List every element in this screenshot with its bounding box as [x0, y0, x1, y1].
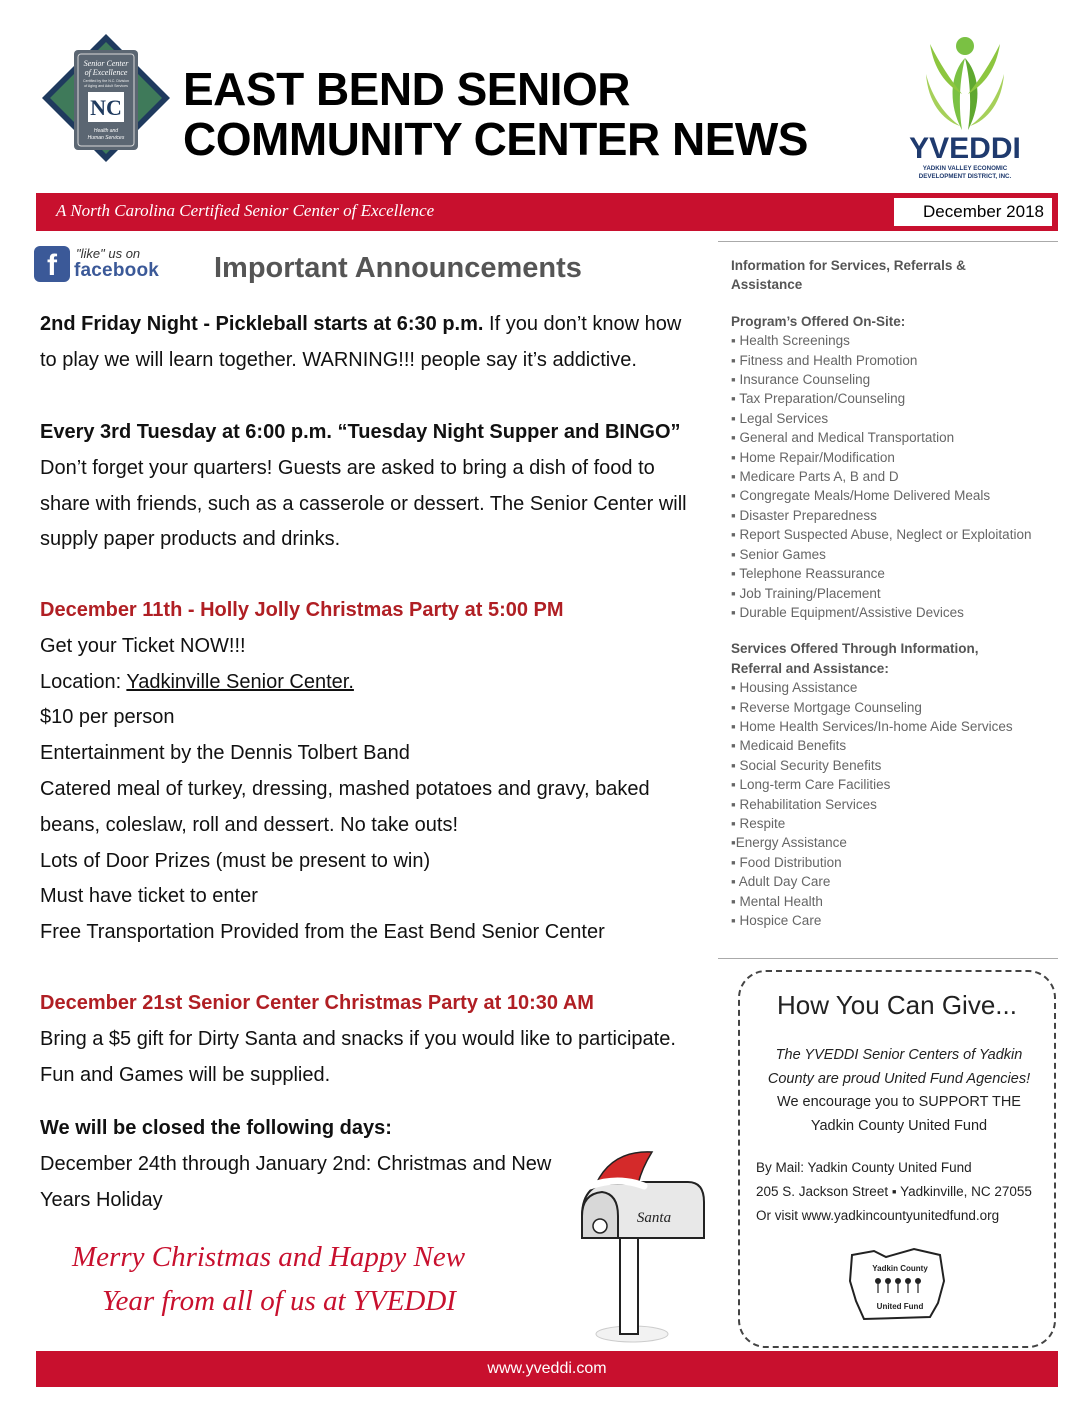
onsite-item: ▪ Tax Preparation/Counseling: [731, 391, 906, 407]
party-line-2: Fun and Games will be supplied.: [40, 1063, 331, 1086]
onsite-item: ▪ Health Screenings: [731, 333, 850, 349]
logo-name: YVEDDI: [909, 132, 1021, 165]
red-banner: [36, 193, 1058, 231]
seal-line-6: Health and: [93, 128, 119, 134]
info-heading-2: Assistance: [731, 277, 803, 293]
seal-nc: NC: [90, 95, 122, 120]
facebook-like-text: "like" us on: [76, 246, 141, 261]
merry-line-2: Year from all of us at YVEDDI: [102, 1285, 456, 1317]
give-italic-2: County are proud United Fund Agencies!: [767, 1070, 1031, 1087]
onsite-item: ▪ Durable Equipment/Assistive Devices: [731, 604, 964, 620]
closed-line-1: December 24th through January 2nd: Christmas and New: [40, 1152, 552, 1175]
referral-item: ▪ Rehabilitation Services: [731, 796, 877, 812]
give-top-rule: [718, 958, 1058, 959]
pickleball-text: If you don’t know how: [483, 313, 682, 335]
logo-sub-2: DEVELOPMENT DISTRICT, INC.: [918, 173, 1012, 180]
onsite-item: ▪ Congregate Meals/Home Delivered Meals: [731, 488, 991, 504]
closed-heading: We will be closed the following days:: [40, 1117, 392, 1139]
logo-sub-1: YADKIN VALLEY ECONOMIC: [922, 165, 1008, 172]
info-heading-1: Information for Services, Referrals &: [731, 258, 966, 273]
referral-item: ▪ Home Health Services/In-home Aide Services: [731, 718, 1013, 734]
holly-line-3: Catered meal of turkey, dressing, mashed potatoes and gravy, baked: [40, 777, 650, 800]
issue-date: December 2018: [894, 198, 1052, 226]
bingo-line-3: supply paper products and drinks.: [40, 528, 341, 551]
give-mail-1: By Mail: Yadkin County United Fund: [756, 1160, 972, 1175]
sidebar-top-rule: [718, 241, 1058, 242]
merry-christmas-greeting: [72, 1235, 465, 1323]
bingo-line-2: share with friends, such as a casserole or dessert. The Senior Center will: [40, 492, 687, 515]
merry-line-1: Merry Christmas and Happy New: [72, 1241, 466, 1273]
senior-center-excellence-seal: [40, 32, 172, 164]
seal-line-2: of Excellence: [84, 68, 128, 77]
give-mail-3[interactable]: Or visit www.yadkincountyunitedfund.org: [756, 1208, 1000, 1223]
onsite-item: ▪ Home Repair/Modification: [731, 449, 895, 465]
footer-website-link[interactable]: www.yveddi.com: [487, 1360, 607, 1377]
onsite-heading: Program’s Offered On-Site:: [731, 313, 906, 329]
yadkin-united-fund-logo: [844, 1245, 954, 1325]
onsite-item: ▪ Report Suspected Abuse, Neglect or Exploitation: [731, 527, 1032, 543]
tagline: A North Carolina Certified Senior Center of Excellence: [56, 201, 435, 220]
seal-line-1: Senior Center: [83, 59, 129, 68]
uf-logo-line-1: Yadkin County: [872, 1264, 928, 1273]
announcements-heading: Important Announcements: [214, 252, 582, 284]
bingo-line-1: Don’t forget your quarters! Guests are asked to bring a dish of food to: [40, 456, 655, 479]
party-heading: December 21st Senior Center Christmas Party at 10:30 AM: [40, 992, 594, 1014]
title-line-2: COMMUNITY CENTER NEWS: [183, 113, 808, 165]
holly-line-6: Must have ticket to enter: [40, 885, 258, 908]
holly-line-5: Lots of Door Prizes (must be present to win): [40, 849, 431, 872]
give-italic-1: The YVEDDI Senior Centers of Yadkin: [775, 1047, 1023, 1063]
holly-location-label: Location:: [40, 670, 127, 693]
mailbox-santa-label: Santa: [636, 1210, 672, 1226]
give-plain-2: Yadkin County United Fund: [810, 1117, 988, 1134]
bingo-heading: Every 3rd Tuesday at 6:00 p.m. “Tuesday Night Supper and BINGO”: [40, 421, 681, 443]
bingo-item: [40, 415, 708, 558]
holly-line-7: Free Transportation Provided from the East Bend Senior Center: [40, 921, 605, 944]
onsite-item: ▪ Senior Games: [731, 546, 826, 562]
onsite-item: ▪ Telephone Reassurance: [731, 566, 885, 582]
referral-item: ▪Energy Assistance: [731, 835, 847, 851]
referral-item: ▪ Long-term Care Facilities: [731, 777, 891, 793]
onsite-item: ▪ Disaster Preparedness: [731, 507, 877, 523]
referral-item: ▪ Social Security Benefits: [731, 757, 882, 773]
holly-heading: December 11th - Holly Jolly Christmas Party at 5:00 PM: [40, 599, 564, 621]
holly-ticket: Get your Ticket NOW!!!: [40, 634, 246, 657]
closed-line-2: Years Holiday: [40, 1188, 163, 1211]
seal-line-4: of Aging and Adult Services: [84, 84, 128, 88]
referral-item: ▪ Reverse Mortgage Counseling: [731, 699, 922, 715]
onsite-item: ▪ Job Training/Placement: [731, 585, 881, 601]
services-sidebar: [731, 256, 1051, 930]
referral-item: ▪ Mental Health: [731, 893, 823, 909]
give-mail-info: [756, 1156, 1052, 1228]
referral-item: ▪ Adult Day Care: [731, 874, 831, 890]
facebook-wordmark: facebook: [74, 260, 160, 281]
uf-logo-line-2: United Fund: [876, 1302, 924, 1311]
pickleball-text-2: to play we will learn together. WARNING!!! people say it’s addictive.: [40, 348, 637, 371]
holly-line-1: $10 per person: [40, 706, 175, 729]
party-line-1: Bring a $5 gift for Dirty Santa and snacks if you would like to participate.: [40, 1027, 676, 1050]
onsite-item: ▪ Fitness and Health Promotion: [731, 352, 918, 368]
onsite-item: ▪ Legal Services: [731, 410, 829, 426]
referral-heading-1: Services Offered Through Information,: [731, 641, 979, 657]
newsletter-title: [183, 64, 808, 164]
referral-item: ▪ Housing Assistance: [731, 680, 858, 696]
facebook-like-badge[interactable]: [34, 244, 176, 286]
pickleball-heading: 2nd Friday Night - Pickleball starts at 6:30 p.m.: [40, 313, 484, 335]
footer-bar: [36, 1351, 1058, 1387]
onsite-item: ▪ Medicare Parts A, B and D: [731, 469, 899, 485]
referral-heading-2: Referral and Assistance:: [731, 660, 889, 676]
holly-jolly-item: [40, 593, 708, 951]
yveddi-logo: [890, 34, 1040, 184]
holly-line-2: Entertainment by the Dennis Tolbert Band: [40, 742, 410, 765]
onsite-item: ▪ Insurance Counseling: [731, 372, 871, 388]
christmas-party-item: [40, 986, 708, 1093]
give-title: How You Can Give...: [777, 990, 1017, 1020]
santa-mailbox-illustration: [572, 1146, 714, 1346]
referral-item: ▪ Food Distribution: [731, 854, 842, 870]
seal-line-7: Human Services: [87, 135, 125, 141]
holly-line-4: beans, coleslaw, roll and dessert. No take outs!: [40, 813, 459, 836]
holly-location-link[interactable]: Yadkinville Senior Center.: [126, 670, 354, 693]
give-plain-1: We encourage you to SUPPORT THE: [777, 1094, 1021, 1110]
how-you-can-give-box: [738, 970, 1056, 1348]
give-body: [752, 1044, 1046, 1138]
pickleball-item: [40, 307, 708, 379]
referral-item: ▪ Respite: [731, 815, 786, 831]
referral-item: ▪ Medicaid Benefits: [731, 738, 847, 754]
title-line-1: EAST BEND SENIOR: [183, 63, 630, 115]
referral-item: ▪ Hospice Care: [731, 913, 822, 928]
facebook-icon: f: [34, 246, 70, 282]
seal-line-3: Certified by the N.C. Division: [83, 79, 129, 83]
onsite-item: ▪ General and Medical Transportation: [731, 430, 955, 446]
give-mail-2: 205 S. Jackson Street ▪ Yadkinville, NC 27055: [756, 1184, 1032, 1199]
